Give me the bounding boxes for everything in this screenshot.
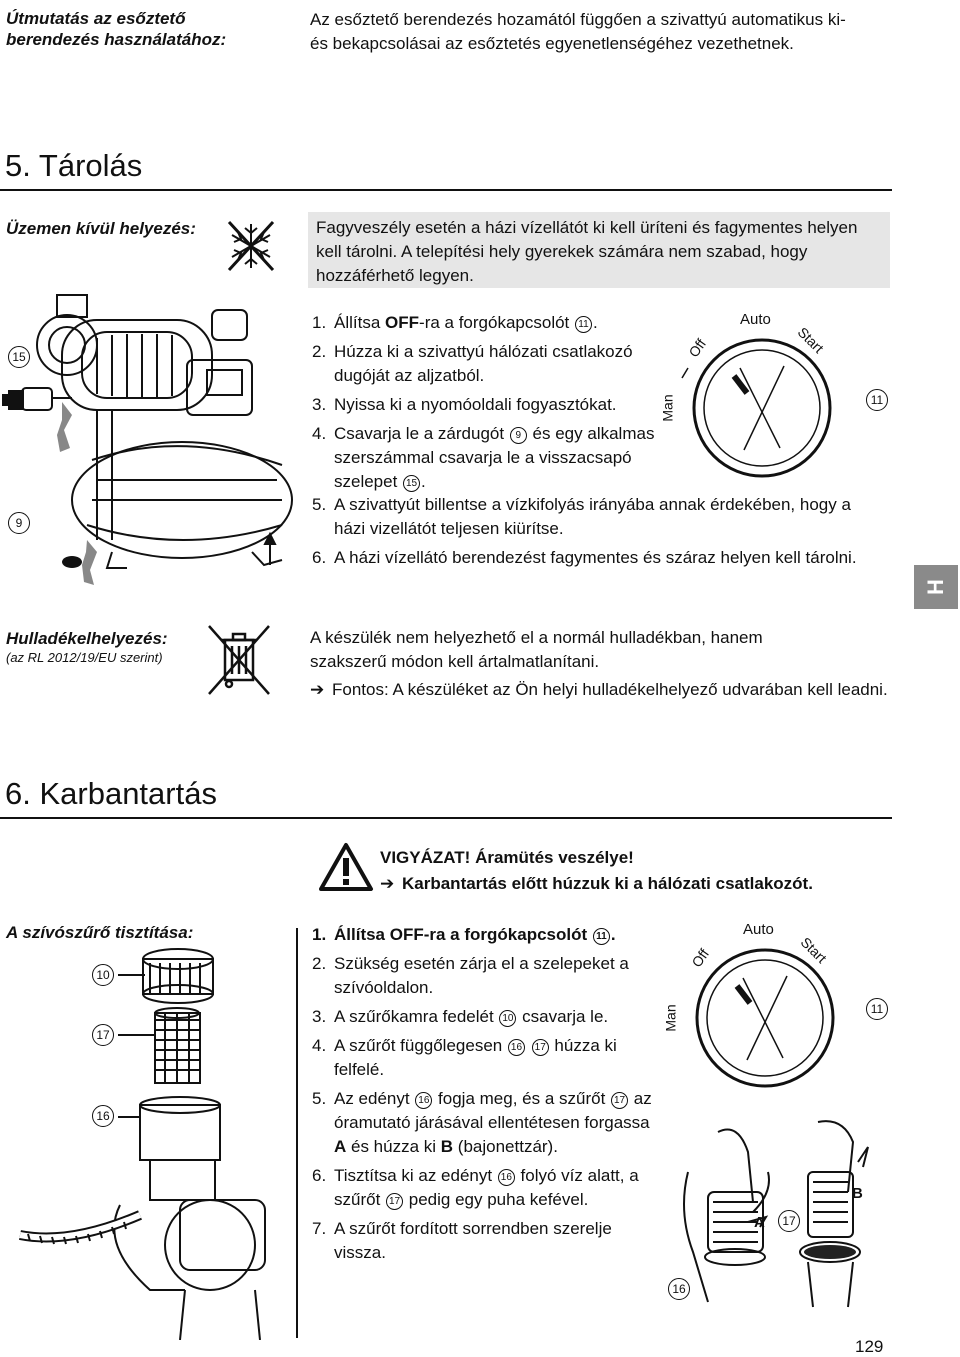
language-tab: H xyxy=(914,565,958,609)
illustration-divider xyxy=(296,928,298,1338)
callout-11: 11 xyxy=(866,389,888,411)
warning-text: ➔ Karbantartás előtt húzzuk ki a hálózati csatlakozót. xyxy=(380,872,813,896)
label-b: B xyxy=(852,1185,863,1202)
step-item: 4. A szűrőt függőlegesen 16 17 húzza ki felfelé. xyxy=(312,1036,617,1079)
bayonet-hands-illustration xyxy=(668,1112,890,1312)
storage-label: Üzemen kívül helyezés: xyxy=(6,219,196,238)
callout-15: 15 xyxy=(8,346,30,368)
section-rule xyxy=(0,189,892,191)
dial-label-off: Off xyxy=(685,335,710,361)
page-number: 129 xyxy=(855,1337,884,1356)
disposal-note: ➔ Fontos: A készüléket az Ön helyi hulladékelhelyező udvarában kell leadni. xyxy=(310,678,890,702)
frost-note-text: Fagyveszély esetén a házi vízellátót ki kell üríteni és fagymentes helyen kell tárolni. A telepítési hely gyerekek számára nem szabad, hogy hozzáférhető legyen. xyxy=(316,218,858,285)
dial-label-man: Man xyxy=(662,1004,679,1032)
label-a: A xyxy=(754,1214,765,1231)
step-item: 4. Csavarja le a zárdugót 9 és egy alkalmas szerszámmal csavarja le a visszacsapó szelepet 15 . xyxy=(312,424,655,491)
section-title-storage: 5. Tárolás xyxy=(5,148,143,183)
dial-label-start: Start xyxy=(797,933,830,967)
usage-text: Az esőztető berendezés hozamától függően a szivattyú automatikus ki- és bekapcsolásai az esőztetés egyenetlenségéhez vezethetnek. xyxy=(310,10,846,53)
dial-label-off: Off xyxy=(688,945,713,971)
step-item: 1. Állítsa OFF-ra a forgókapcsolót 11 . xyxy=(312,313,598,332)
section-rule xyxy=(0,817,892,819)
pump-illustration xyxy=(2,290,302,590)
dial-label-auto: Auto xyxy=(743,921,774,938)
step-item: 7. A szűrőt fordított sorrendben szerelje vissza. xyxy=(312,1219,612,1262)
storage-steps xyxy=(312,311,662,499)
step-item: 5. Az edényt 16 fogja meg, és a szűrőt 17 az óramutató járásával ellentétesen forgassa A és húzza ki B (bajonettzár). xyxy=(312,1089,652,1156)
frost-warning-icon xyxy=(225,218,277,274)
callout-17: 17 xyxy=(92,1024,114,1046)
callout-17: 17 xyxy=(778,1210,800,1232)
step-item: 2. Szükség esetén zárja el a szelepeket a szívóoldalon. xyxy=(312,954,629,997)
electric-hazard-icon xyxy=(318,842,374,892)
maintenance-steps xyxy=(312,923,662,1270)
callout-16: 16 xyxy=(92,1105,114,1127)
step-item: 3. A szűrőkamra fedelét 10 csavarja le. xyxy=(312,1007,609,1026)
callout-16: 16 xyxy=(668,1278,690,1300)
step-item: 6. Tisztítsa ki az edényt 16 folyó víz alatt, a szűrőt 17 pedig egy puha kefével. xyxy=(312,1166,639,1209)
dial-label-auto: Auto xyxy=(740,311,771,328)
dial-label-man: Man xyxy=(659,394,676,422)
warning-title: VIGYÁZAT! Áramütés veszélye! xyxy=(380,848,634,867)
frost-note-box xyxy=(308,212,890,288)
rotary-switch-dial xyxy=(659,308,842,488)
section-title-maintenance: 6. Karbantartás xyxy=(5,776,217,811)
step-item: 1. Állítsa OFF-ra a forgókapcsolót 11 . xyxy=(312,925,616,944)
step-item: 5. A szivattyút billentse a vízkifolyás irányába annak érdekében, hogy a házi vizellátót teljesen kiürítse. xyxy=(312,495,851,538)
rotary-switch-dial-2 xyxy=(662,918,845,1098)
storage-steps-wide xyxy=(312,493,872,575)
crossed-bin-icon xyxy=(205,622,273,698)
dial-label-start: Start xyxy=(794,323,827,357)
arrow-icon: ➔ xyxy=(310,680,325,699)
disposal-label: Hulladékelhelyezés: xyxy=(6,629,168,648)
step-item: 6. A házi vízellátó berendezést fagymentes és száraz helyen kell tárolni. xyxy=(312,548,857,567)
arrow-icon: ➔ xyxy=(380,874,395,893)
callout-10: 10 xyxy=(92,964,114,986)
step-item: 3. Nyissa ki a nyomóoldali fogyasztókat. xyxy=(312,395,617,414)
disposal-sublabel: (az RL 2012/19/EU szerint) xyxy=(6,650,163,665)
step-item: 2. Húzza ki a szivattyú hálózati csatlakozó dugóját az aljzatból. xyxy=(312,342,633,385)
callout-9: 9 xyxy=(8,512,30,534)
usage-label: Útmutatás az esőztető berendezés használatához: xyxy=(6,9,227,49)
suction-filter-illustration xyxy=(0,945,300,1340)
disposal-text: A készülék nem helyezhető el a normál hulladékban, hanem szakszerű módon kell ártalmatlanítani. xyxy=(310,628,763,671)
callout-11: 11 xyxy=(866,998,888,1020)
filter-cleaning-label: A szívószűrő tisztítása: xyxy=(6,923,194,942)
